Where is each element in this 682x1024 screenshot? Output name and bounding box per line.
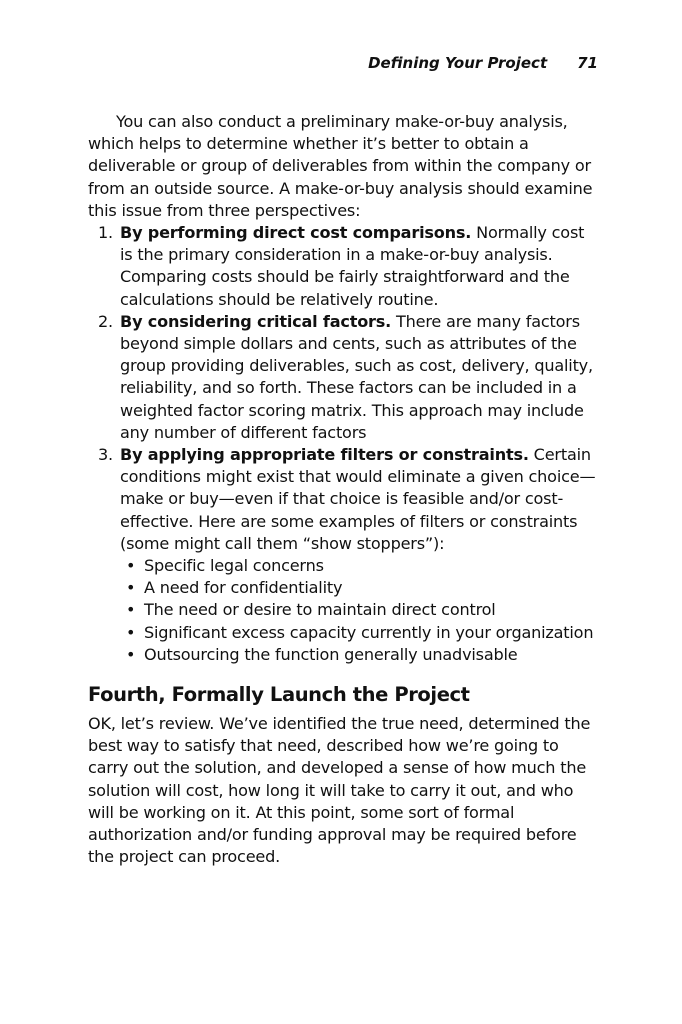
item-number: 3.: [98, 445, 113, 465]
bullet-icon: •: [126, 578, 136, 598]
bullet-item: [120, 644, 598, 666]
bullet-text: Outsourcing the function generally unadvisable: [144, 644, 518, 664]
intro-paragraph: You can also conduct a preliminary make-or-buy analysis, which helps to determine whether it’s better to obtain a deliverable or group of deliverables from within the company or from an outside source. A make-or-buy analysis should examine this issue from three perspectives:: [88, 112, 593, 220]
list-item: [88, 444, 598, 666]
bullet-item: [120, 577, 598, 599]
bullet-icon: •: [126, 556, 136, 576]
item-lead: By considering critical factors.: [120, 311, 392, 331]
item-text: Certain conditions might exist that would eliminate a given choice—make or buy—even if that choice is feasible and/or cost-effective. Here are some examples of filters or constraints (some might call them “show stoppers”):: [120, 445, 596, 553]
running-header: [368, 54, 598, 72]
item-text: Normally cost is the primary consideration in a make-or-buy analysis. Comparing costs should be fairly straightforward and the calculations should be relatively routine.: [120, 223, 585, 309]
page-number: 71: [577, 54, 598, 72]
item-lead: By applying appropriate filters or constraints.: [120, 445, 529, 465]
item-lead: By performing direct cost comparisons.: [120, 223, 472, 243]
section-paragraph: OK, let’s review. We’ve identified the true need, determined the best way to satisfy that need, described how we’re going to carry out the solution, and developed a sense of how much the solution will cost, how long it will take to carry it out, and who will be working on it. At this point, some sort of formal authorization and/or funding approval may be required before the project can proceed.: [88, 714, 591, 867]
bullet-icon: •: [126, 644, 136, 664]
header-title: Defining Your Project: [368, 54, 548, 72]
page-body: [88, 111, 598, 869]
bullet-text: A need for confidentiality: [144, 578, 343, 598]
perspectives-list: [88, 222, 598, 666]
constraints-list: [120, 555, 598, 666]
bullet-item: [120, 555, 598, 577]
bullet-text: Significant excess capacity currently in your organization: [144, 622, 594, 642]
item-number: 2.: [98, 311, 113, 331]
bullet-icon: •: [126, 600, 136, 620]
bullet-item: [120, 599, 598, 621]
bullet-icon: •: [126, 622, 136, 642]
section-heading: Fourth, Formally Launch the Project: [88, 683, 470, 707]
bullet-item: [120, 622, 598, 644]
list-item: [88, 311, 598, 444]
item-number: 1.: [98, 223, 113, 243]
item-text: There are many factors beyond simple dollars and cents, such as attributes of the group providing deliverables, such as cost, delivery, quality, reliability, and so forth. These factors can be included in a weighted factor scoring matrix. This approach may include any number of different factors: [120, 311, 593, 442]
list-item: [88, 222, 598, 311]
bullet-text: The need or desire to maintain direct control: [144, 600, 496, 620]
bullet-text: Specific legal concerns: [144, 556, 324, 576]
